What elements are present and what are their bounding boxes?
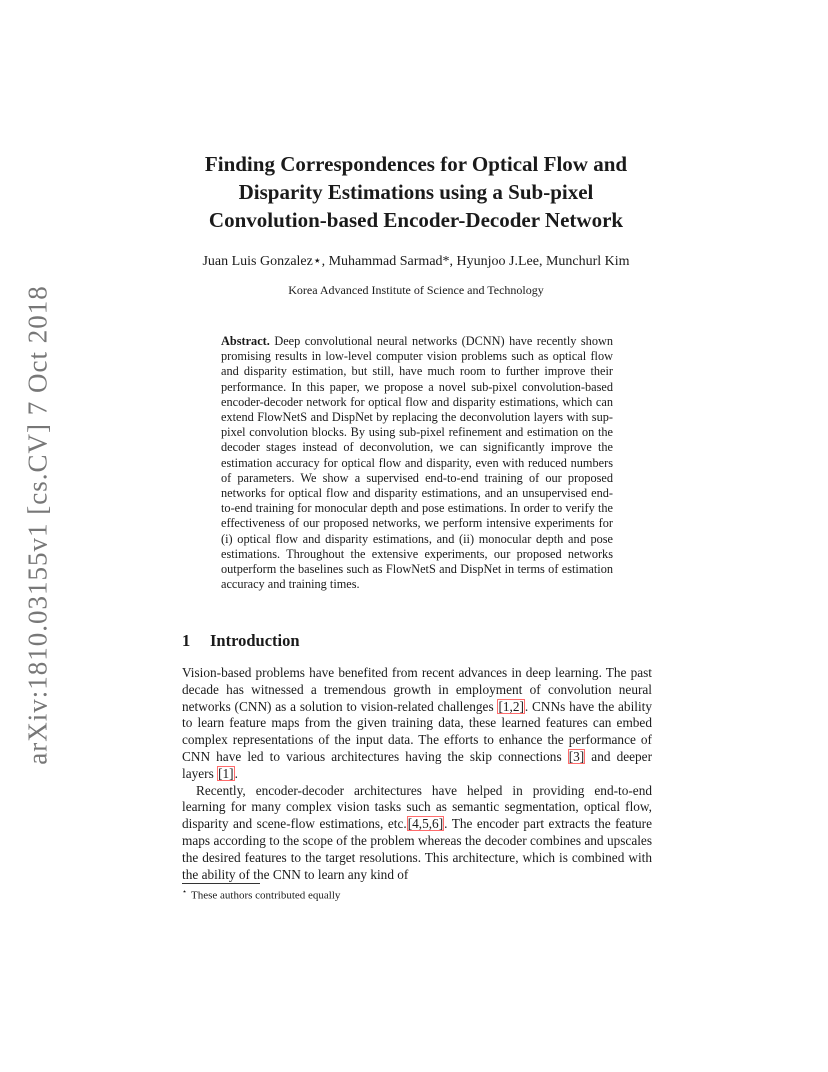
paragraph-text: Vision-based problems have benefited from recent advances in deep learning. The past decade has witnessed a tremendous growth in employment of convolution neural networks (CNN) as a solution to vision-related challenges xyxy=(182,665,652,714)
abstract-label: Abstract. xyxy=(221,334,270,348)
paragraph xyxy=(182,665,652,783)
paragraph-text: Recently, encoder-decoder architectures have helped in providing end-to-end learning for many complex vision tasks such as semantic segmentation, optical flow, disparity and scene-flow estimations, etc. xyxy=(182,782,652,832)
title-line: Disparity Estimations using a Sub-pixel xyxy=(238,180,594,204)
citation-link[interactable]: [3] xyxy=(568,748,585,764)
abstract-text: Deep convolutional neural networks (DCNN) have recently shown promising results in low-level computer vision problems such as optical flow and disparity estimation, but still, have much room to further improve their performance. In this paper, we propose a novel sub-pixel convolution-based encoder-decoder network for optical flow and disparity estimations, which can extend FlowNetS and DispNet by replacing the deconvolution layers with sup-pixel convolution blocks. By using sub-pixel refinement and estimation on the decoder stages instead of deconvolution, we can significantly improve the estimation accuracy for optical flow and disparity, even with reduced numbers of parameters. We show a supervised end-to-end training of our proposed networks for optical flow and disparity estimations, and an unsupervised end-to-end training for monocular depth and pose estimations. In order to verify the effectiveness of our proposed networks, we perform intensive experiments for (i) optical flow and disparity estimations, and (ii) monocular depth and pose estimations. Throughout the extensive experiments, our proposed networks outperform the baselines such as FlowNetS and DispNet in terms of estimation accuracy and training times. xyxy=(221,334,613,592)
section-title: Introduction xyxy=(210,631,300,650)
title-line: Finding Correspondences for Optical Flow and xyxy=(204,152,628,176)
arxiv-side-stamp xyxy=(18,285,58,765)
footnote-marker: ⋆ xyxy=(182,887,188,896)
paper-title xyxy=(160,150,672,234)
footnote-text: These authors contributed equally xyxy=(191,889,341,902)
citation-link[interactable]: [1] xyxy=(218,765,234,781)
title-line: Convolution-based Encoder-Decoder Network xyxy=(208,208,624,232)
citation-link[interactable]: [4,5,6] xyxy=(407,816,444,832)
footnote xyxy=(182,887,652,902)
paragraph-text: . xyxy=(234,765,238,781)
section-heading xyxy=(182,631,652,651)
citation-link[interactable]: [1,2] xyxy=(498,698,524,714)
paragraph-text: . CNNs have the ability to learn feature maps from the given training data, these learned features can embed complex representations of the input data. The efforts to enhance the performance of CNN have led to various architectures having the skip connections xyxy=(182,698,652,764)
paragraph xyxy=(182,783,652,884)
footnote-divider xyxy=(182,883,260,884)
paragraph-text: and deeper layers xyxy=(182,748,652,781)
affiliation: Korea Advanced Institute of Science and Technology xyxy=(288,283,544,297)
section-number: 1 xyxy=(182,631,191,650)
author-list: Juan Luis Gonzalez⋆, Muhammad Sarmad*, Hyunjoo J.Lee, Munchurl Kim xyxy=(202,254,630,269)
abstract-block xyxy=(221,334,613,592)
arxiv-identifier: arXiv:1810.03155v1 [cs.CV] 7 Oct 2018 xyxy=(22,285,53,765)
introduction-body xyxy=(182,665,652,883)
paragraph-text: . The encoder part extracts the feature maps according to the scope of the problem whereas the decoder combines and upscales the desired features to the target resolutions. This architecture, which is combined with the ability of the CNN to learn any kind of xyxy=(182,816,652,882)
